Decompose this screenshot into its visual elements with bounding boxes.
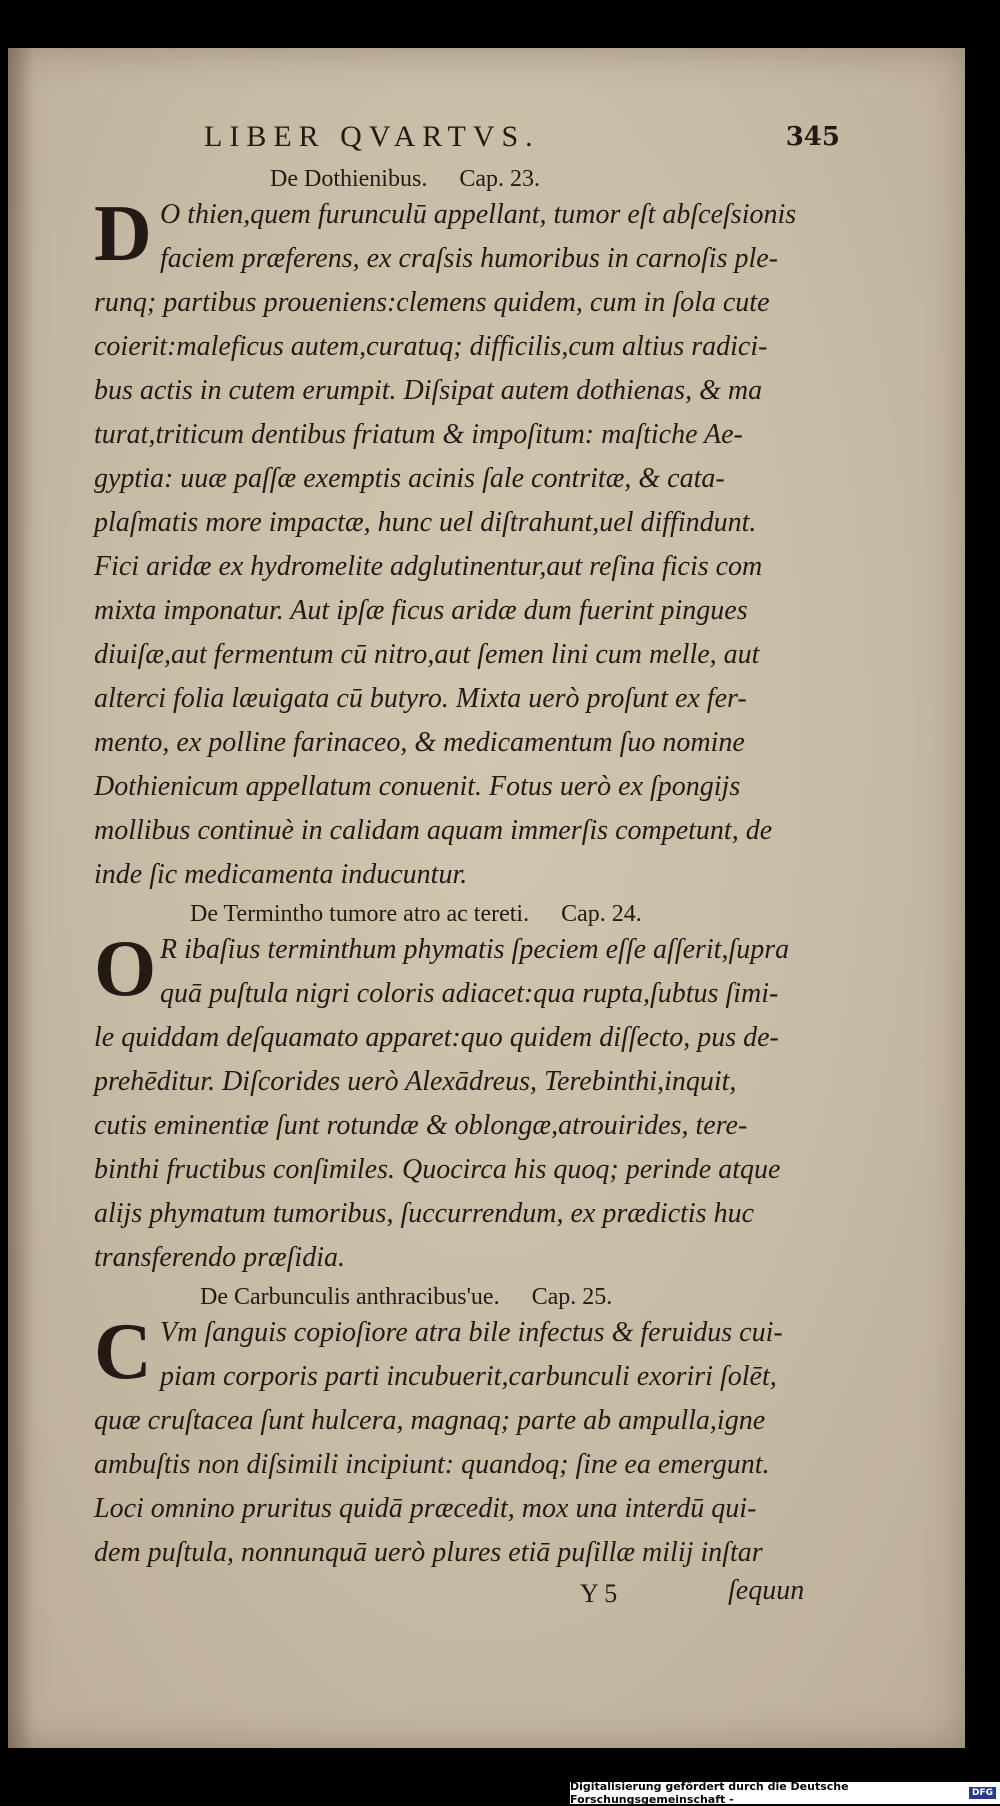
drop-cap: D	[94, 190, 152, 278]
text-line: bus actis in cutem erumpit. Diſsipat autem dothienas, & ma	[94, 375, 763, 406]
text-line: Vm ſanguis copioſiore atra bile infectus & feruidus cui-	[160, 1317, 783, 1348]
catchword: ſequun	[728, 1575, 805, 1606]
book-page	[8, 48, 965, 1748]
digitization-credit	[570, 1782, 1000, 1804]
text-line: R ibaſius terminthum phymatis ſpeciem eſſe aſſerit,ſupra	[160, 934, 790, 965]
page-number: 345	[785, 122, 840, 152]
text-line: runq; partibus proueniens:clemens quidem, cum in ſola cute	[94, 287, 770, 318]
text-line: Loci omnino pruritus quidā præcedit, mox una interdū qui-	[94, 1493, 757, 1524]
signature-line	[94, 1575, 834, 1619]
chapter-heading	[94, 1284, 834, 1311]
chapter-title: De Terminthо tumore atro ac tereti.	[190, 901, 530, 927]
signature-mark: Y 5	[580, 1579, 618, 1608]
text-line: gyptia: uuæ paſſæ exemptis acinis ſale contritæ, & cata-	[94, 463, 725, 494]
chapter-number: Cap. 23.	[459, 166, 540, 192]
text-line: O thien,quem furunculū appellant, tumor eſt abſceſsionis	[160, 199, 797, 230]
text-line: quā puſtula nigri coloris adiacet:qua rupta,ſubtus ſimi-	[160, 978, 779, 1009]
text-line: turat,triticum dentibus friatum & impoſitum: maſtiche Ae-	[94, 419, 743, 450]
running-head	[94, 120, 840, 172]
running-head-title: LIBER QVARTVS.	[204, 120, 540, 153]
credit-text: Digitalisierung gefördert durch die Deutsche Forschungsgemeinschaft -	[570, 1780, 849, 1806]
text-line: mento, ex polline farinaceo, & medicamentum ſuo nomine	[94, 727, 745, 758]
text-line: prehēditur. Diſcorides uerò Alexādreus, Terebinthi,inquit,	[94, 1066, 737, 1097]
text-line: Dothienicum appellatum conuenit. Fotus uerò ex ſpongijs	[94, 771, 741, 802]
chapter-title: De Carbunculis anthracibus'ue.	[200, 1284, 500, 1310]
drop-cap: O	[94, 925, 157, 1013]
text-line: binthi fructibus conſimiles. Quocirca his quoq; perinde atque	[94, 1154, 781, 1185]
paragraph	[94, 190, 834, 897]
text-line: quæ cruſtacea ſunt hulcera, magnaq; parte ab ampulla,igne	[94, 1405, 766, 1436]
chapter-number: Cap. 24.	[561, 901, 642, 927]
text-line: alterci folia læuigata cū butyro. Mixta uerò proſunt ex fer-	[94, 683, 747, 714]
text-line: diuiſæ,aut fermentum cū nitro,aut ſemen lini cum melle, aut	[94, 639, 760, 670]
text-line: cutis eminentiæ ſunt rotundæ & oblongæ,atrouirides, tere-	[94, 1110, 748, 1141]
text-block	[94, 120, 840, 1619]
text-line: le quiddam deſquamato apparet:quo quidem diſſecto, pus de-	[94, 1022, 779, 1053]
text-line: plaſmatis more impactæ, hunc uel diſtrahunt,uel diffindunt.	[94, 507, 757, 538]
text-line: mixta imponatur. Aut ipſæ ficus aridæ dum fuerint pingues	[94, 595, 748, 626]
paragraph	[94, 1308, 834, 1575]
paragraph	[94, 925, 834, 1280]
text-line: inde ſic medicamenta inducuntur.	[94, 859, 468, 890]
chapter-title: De Dothienibus.	[270, 166, 428, 192]
chapter-number: Cap. 25.	[531, 1284, 613, 1310]
text-line: dem puſtula, nonnunquā uerò plures etiā puſillæ milij inſtar	[94, 1537, 763, 1568]
text-line: Fici aridæ ex hydromelite adglutinentur,aut reſina ficis com	[94, 551, 763, 582]
text-line: coierit:maleficus autem,curatuq; difficilis,cum altius radici-	[94, 331, 768, 362]
text-line: alijs phymatum tumoribus, ſuccurrendum, ex prædictis huc	[94, 1198, 755, 1229]
text-line: faciem præferens, ex craſsis humoribus in carnoſis ple-	[160, 243, 779, 274]
drop-cap: C	[94, 1308, 152, 1396]
text-line: mollibus continuè in calidam aquam immerſis competunt, de	[94, 815, 773, 846]
text-line: transferendo præſidia.	[94, 1242, 345, 1273]
text-line: ambuſtis non diſsimili incipiunt: quandoq; ſine ea emergunt.	[94, 1449, 770, 1480]
text-line: piam corporis parti incubuerit,carbunculi exoriri ſolēt,	[160, 1361, 777, 1392]
page-gutter-shadow	[8, 48, 34, 1748]
dfg-logo: DFG	[969, 1787, 996, 1799]
chapter-heading	[94, 901, 834, 928]
